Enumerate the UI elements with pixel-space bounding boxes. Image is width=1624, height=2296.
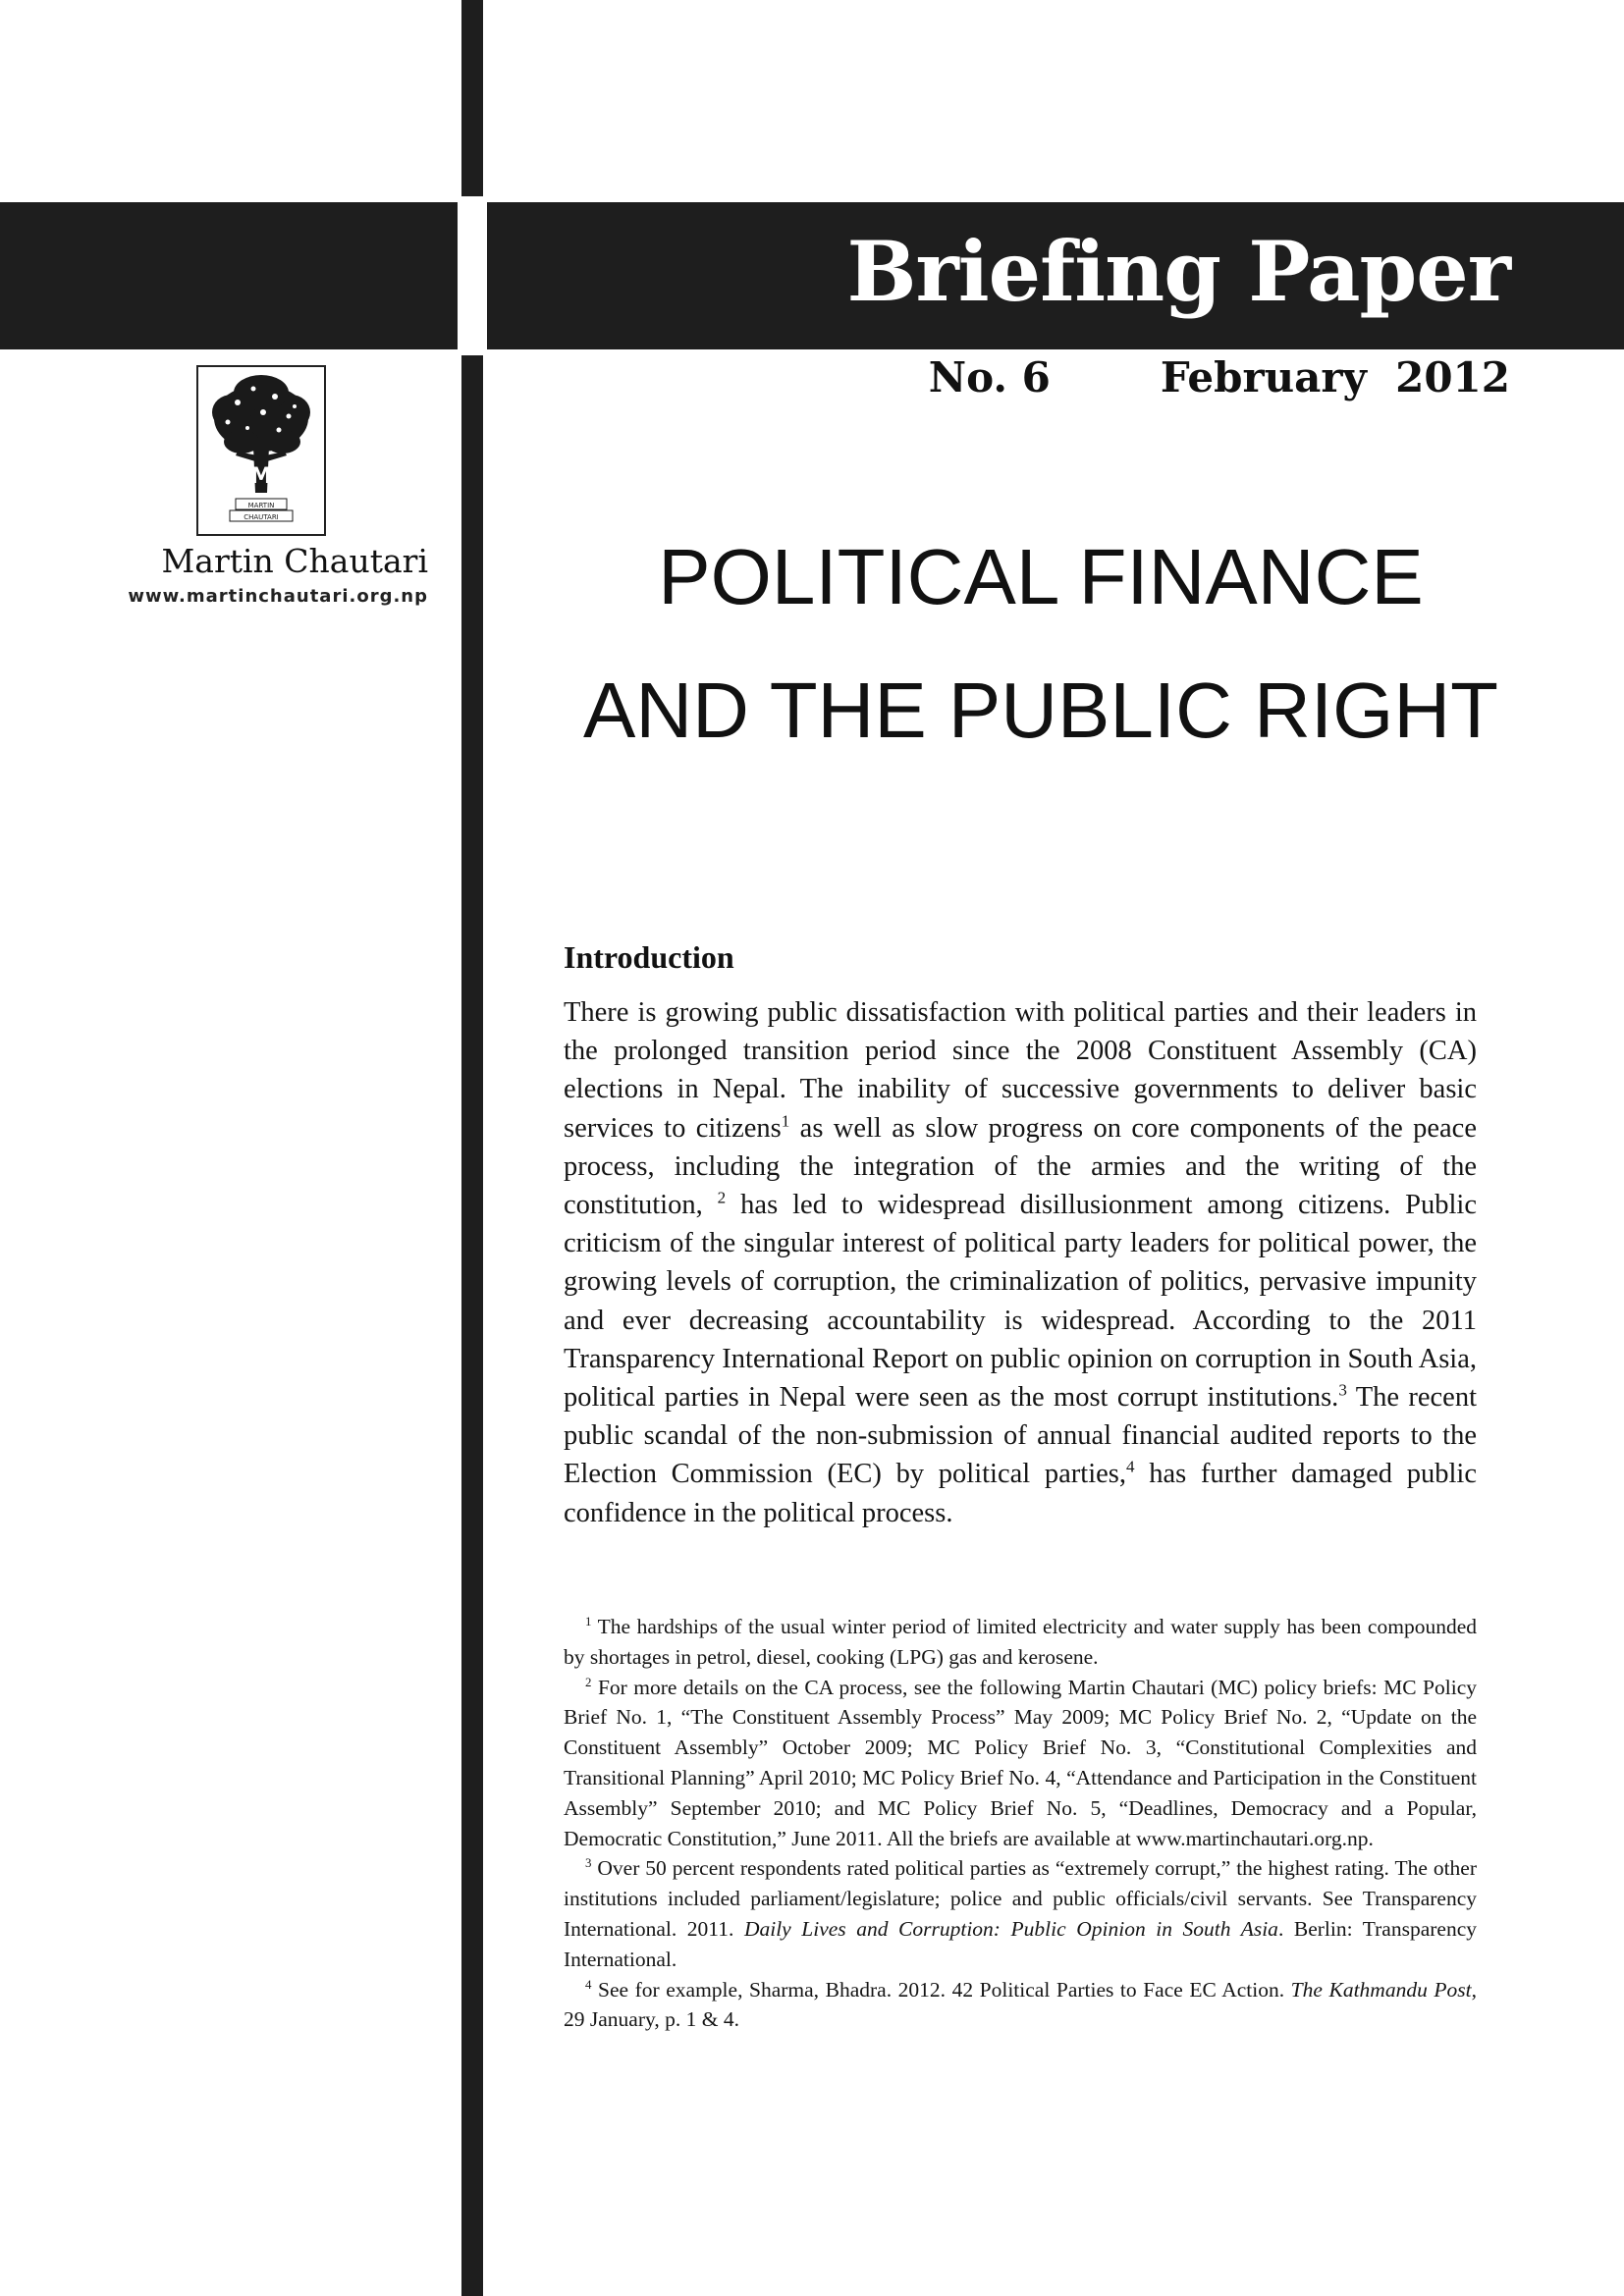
footnote-number: 4 <box>585 1977 592 1992</box>
footnote-ref-4: 4 <box>1125 1457 1135 1476</box>
issue-date: February 2012 <box>1160 353 1510 401</box>
introduction-paragraph <box>564 993 1477 1532</box>
footnote-ref-1: 1 <box>781 1111 790 1131</box>
vertical-rule-upper <box>461 0 483 196</box>
svg-text:M: M <box>250 464 272 489</box>
section-heading-introduction: Introduction <box>564 939 734 975</box>
intro-text-5: has further damaged public confidence in the political process. <box>564 1459 1477 1528</box>
intro-text-2: as well as slow progress on core components of the peace process, including the integration of the armies and the writing of the constitution, <box>564 1112 1477 1221</box>
footnote-citation-title: Daily Lives and Corruption: Public Opinion in South Asia <box>743 1916 1278 1941</box>
tree-logo-icon <box>198 367 324 534</box>
footnotes <box>564 1612 1477 2035</box>
issue-number: No. 6 <box>928 353 1051 401</box>
footnote-3 <box>564 1853 1477 1974</box>
footnote-ref-3: 3 <box>1338 1380 1347 1400</box>
footnote-text: See for example, Sharma, Bhadra. 2012. 42 Political Parties to Face EC Action. <box>591 1977 1291 2002</box>
footnote-text: The hardships of the usual winter period of limited electricity and water supply has been compounded by shortages in petrol, diesel, cooking (LPG) gas and kerosene. <box>564 1615 1477 1669</box>
footnote-number: 3 <box>585 1856 592 1871</box>
header-band-left <box>0 202 458 349</box>
footnote-text: . Berlin: Transparency International. <box>564 1916 1478 1971</box>
footnote-number: 2 <box>585 1675 592 1689</box>
org-url: www.martinchautari.org.np <box>128 586 428 607</box>
svg-text:MARTIN: MARTIN <box>247 502 275 509</box>
issue-line <box>929 351 1510 404</box>
vertical-rule-lower <box>461 355 483 2296</box>
footnote-2 <box>564 1673 1477 1854</box>
martin-chautari-logo <box>196 365 326 536</box>
intro-text-4: The recent public scandal of the non-submission of annual financial audited reports to the Election Commission (EC) by political parties, <box>564 1382 1477 1490</box>
footnote-citation-title: The Kathmandu Post <box>1290 1977 1472 2002</box>
footnote-1 <box>564 1612 1477 1673</box>
title-line-1: POLITICAL FINANCE <box>658 533 1424 620</box>
document-title <box>550 510 1532 777</box>
org-name: Martin Chautari <box>161 542 428 580</box>
footnote-text: Over 50 percent respondents rated political parties as “extremely corrupt,” the highest rating. The other institutions included parliament/legislature; police and public officials/civil servants. See Transparency International. 2011. <box>564 1856 1477 1941</box>
footnote-text: For more details on the CA process, see the following Martin Chautari (MC) policy briefs: MC Policy Brief No. 1, “The Constituent Assembly Process” May 2009; MC Policy Brief No. 2, “Update on the Constituent Assembly” October 2009; MC Policy Brief No. 3, “Constitutional Complexities and Transitional Planning” April 2010; MC Policy Brief No. 4, “Attendance and Participation in the Constituent Assembly” September 2010; and MC Policy Brief No. 5, “Deadlines, Democracy and a Popular, Democratic Constitution,” June 2011. All the briefs are available at www.martinchautari.org.np. <box>564 1675 1477 1850</box>
intro-text-1: There is growing public dissatisfaction with political parties and their leaders in the prolonged transition period since the 2008 Constituent Assembly (CA) elections in Nepal. The inability of successive governments to deliver basic services to citizens <box>564 997 1477 1144</box>
svg-text:CHAUTARI: CHAUTARI <box>244 513 279 521</box>
footnote-text: , 29 January, p. 1 & 4. <box>564 1977 1477 2032</box>
series-title: Briefing Paper <box>846 223 1510 320</box>
title-line-2: AND THE PUBLIC RIGHT <box>583 667 1498 754</box>
footnote-number: 1 <box>585 1614 592 1629</box>
intro-text-3: has led to widespread disillusionment among citizens. Public criticism of the singular interest of political party leaders for political power, the growing levels of corruption, the criminalization of politics, pervasive impunity and ever decreasing accountability is widespread. According to the 2011 Transparency International Report on public opinion on corruption in South Asia, political parties in Nepal were seen as the most corrupt institutions. <box>564 1190 1477 1414</box>
footnote-ref-2: 2 <box>717 1188 727 1207</box>
footnote-4 <box>564 1975 1477 2036</box>
